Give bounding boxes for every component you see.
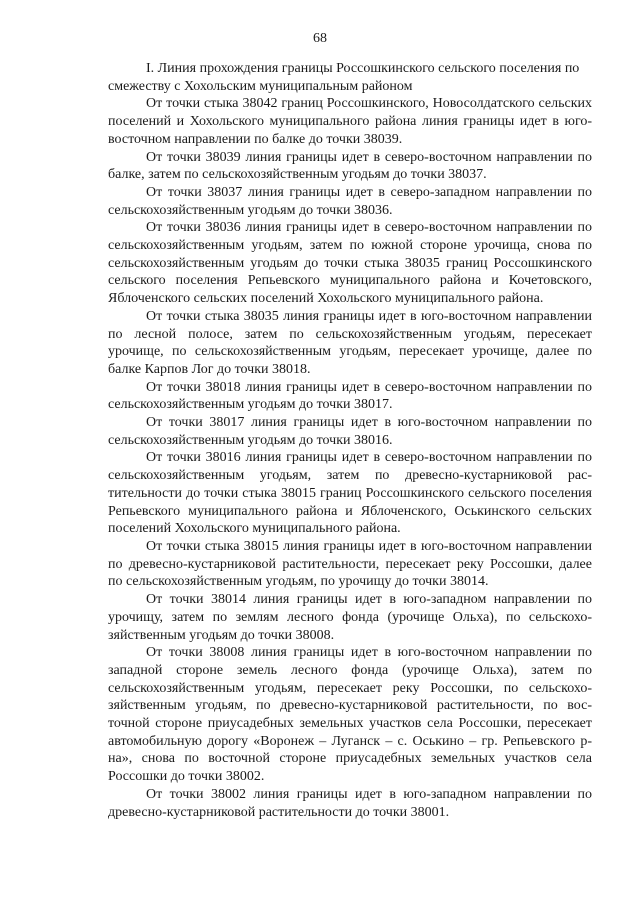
paragraph-3: От точки 38037 линия границы идет в северо-западном направлении по сельскохозяйственным угодьям до точки 38036. (108, 184, 592, 218)
paragraph-1: От точки стыка 38042 границ Россошкинского, Новосолдатского сельских поселений и Хохольского муниципального района линия границы идет в юго-восточном направлении по балке до точки 38039. (108, 96, 592, 147)
section-heading: I. Линия прохождения границы Россошкинского сельского поселения по смежеству с Хохольским муниципальным районом (108, 61, 580, 94)
paragraph-5: От точки стыка 38035 линия границы идет в юго-восточном направлении по лесной полосе, затем по сельскохозяйственным угодьям, пересекает урочище, по сельскохозяйственным угодьям, пересекает урочище, далее по балке Карпов Лог до точки 38018. (108, 308, 592, 377)
paragraph-6: От точки 38018 линия границы идет в северо-восточном направлении по сельскохозяйственным угодьям до точки 38017. (108, 379, 592, 413)
paragraph-4: От точки 38036 линия границы идет в северо-восточном направлении по сельскохозяйственным угодьям, затем по южной стороне урочища, снова по сельскохозяйственным угодьям до точки стыка 38035 границ Россошкинского сельского поселения Репьевского муниципального района и Кочетовского, Яблоченского сельских поселений Хохольского муниципального района. (108, 220, 592, 307)
paragraph-12: От точки 38002 линия границы идет в юго-западном направлении по древесно-кустарниковой растительности до точки 38001. (108, 786, 592, 820)
paragraph-11: От точки 38008 линия границы идет в юго-восточном направлении по западной стороне земель лесного фонда (урочище Ольха), затем по сельскохозяйственным угодьям, пересекает реку Россошки, по сельскохозяйственным угодьям, по древесно-кустарниковой растительности, по восточной стороне приусадебных земельных участков села Россошки, пересекает автомобильную дорогу «Воронеж – Луганск – с. Оськино – гр. Репьевского р-на», снова по восточной стороне приусадебных земельных участков села Россошки до точки 38002. (108, 645, 592, 785)
paragraph-9: От точки стыка 38015 линия границы идет в юго-восточном направлении по древесно-кустарниковой растительности, пересекает реку Россошки, далее по сельскохозяйственным угодьям, по урочищу до точки 38014. (108, 538, 592, 590)
paragraph-8: От точки 38016 линия границы идет в северо-восточном направлении по сельскохозяйственным угодьям, затем по древесно-кустарниковой растительности до точки стыка 38015 границ Россошкинского сельского поселения Репьевского муниципального района и Яблоченского, Оськинского сельских поселений Хохольского муниципального района. (108, 450, 592, 537)
paragraph-10: От точки 38014 линия границы идет в юго-западном направлении по урочищу, затем по землям лесного фонда (урочище Ольха), по сельскохозяйственным угодьям до точки 38008. (108, 592, 592, 643)
paragraph-7: От точки 38017 линия границы идет в юго-восточном направлении по сельскохозяйственным угодьям до точки 38016. (108, 415, 592, 448)
document-body (108, 60, 592, 821)
paragraph-2: От точки 38039 линия границы идет в северо-восточном направлении по балке, затем по сельскохозяйственным угодьям до точки 38037. (108, 149, 592, 183)
page-number: 68 (313, 31, 327, 46)
